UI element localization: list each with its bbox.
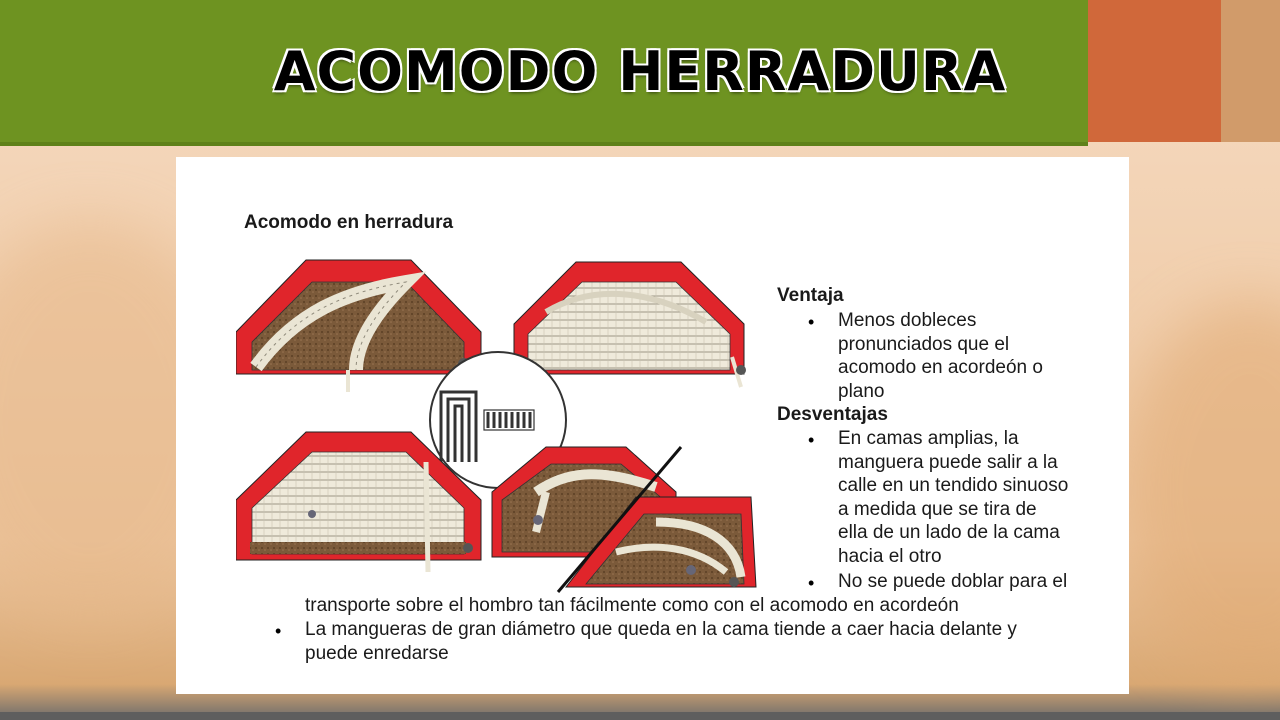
bullet: • — [808, 573, 815, 593]
bullet: • — [275, 621, 282, 641]
desventaja-item-2-line1: No se puede doblar para el — [838, 571, 1068, 592]
ventaja-heading: Ventaja — [777, 285, 844, 306]
hose-bed-illustration — [236, 252, 766, 602]
ventaja-item: Menos dobleces pronunciados que el acomodo en acordeón o plano — [838, 310, 1043, 402]
hose-bed-top-right — [514, 262, 744, 387]
figure-caption: Acomodo en herradura — [244, 212, 454, 233]
bottom-strip — [0, 712, 1280, 720]
desventaja-item-3: La mangueras de gran diámetro que queda en la cama tiende a caer hacia delante y puede enredarse — [305, 619, 1017, 664]
desventaja-item-1: En camas amplias, la manguera puede salir a la calle en un tendido sinuoso a medida que se tira de ella de un lado de la cama hacia el otro — [838, 428, 1069, 567]
background-blur — [1120, 300, 1280, 680]
hose-bed-bottom-right — [492, 447, 756, 592]
content-panel — [176, 157, 1129, 694]
hose-bed-top-left — [236, 260, 481, 392]
desventaja-item-2-line2: transporte sobre el hombro tan fácilmente como con el acomodo en acordeón — [305, 595, 959, 616]
bullet: • — [808, 312, 815, 332]
bullet: • — [808, 430, 815, 450]
desventajas-heading: Desventajas — [777, 404, 888, 425]
slide-title: ACOMODO HERRADURA — [273, 40, 1007, 103]
